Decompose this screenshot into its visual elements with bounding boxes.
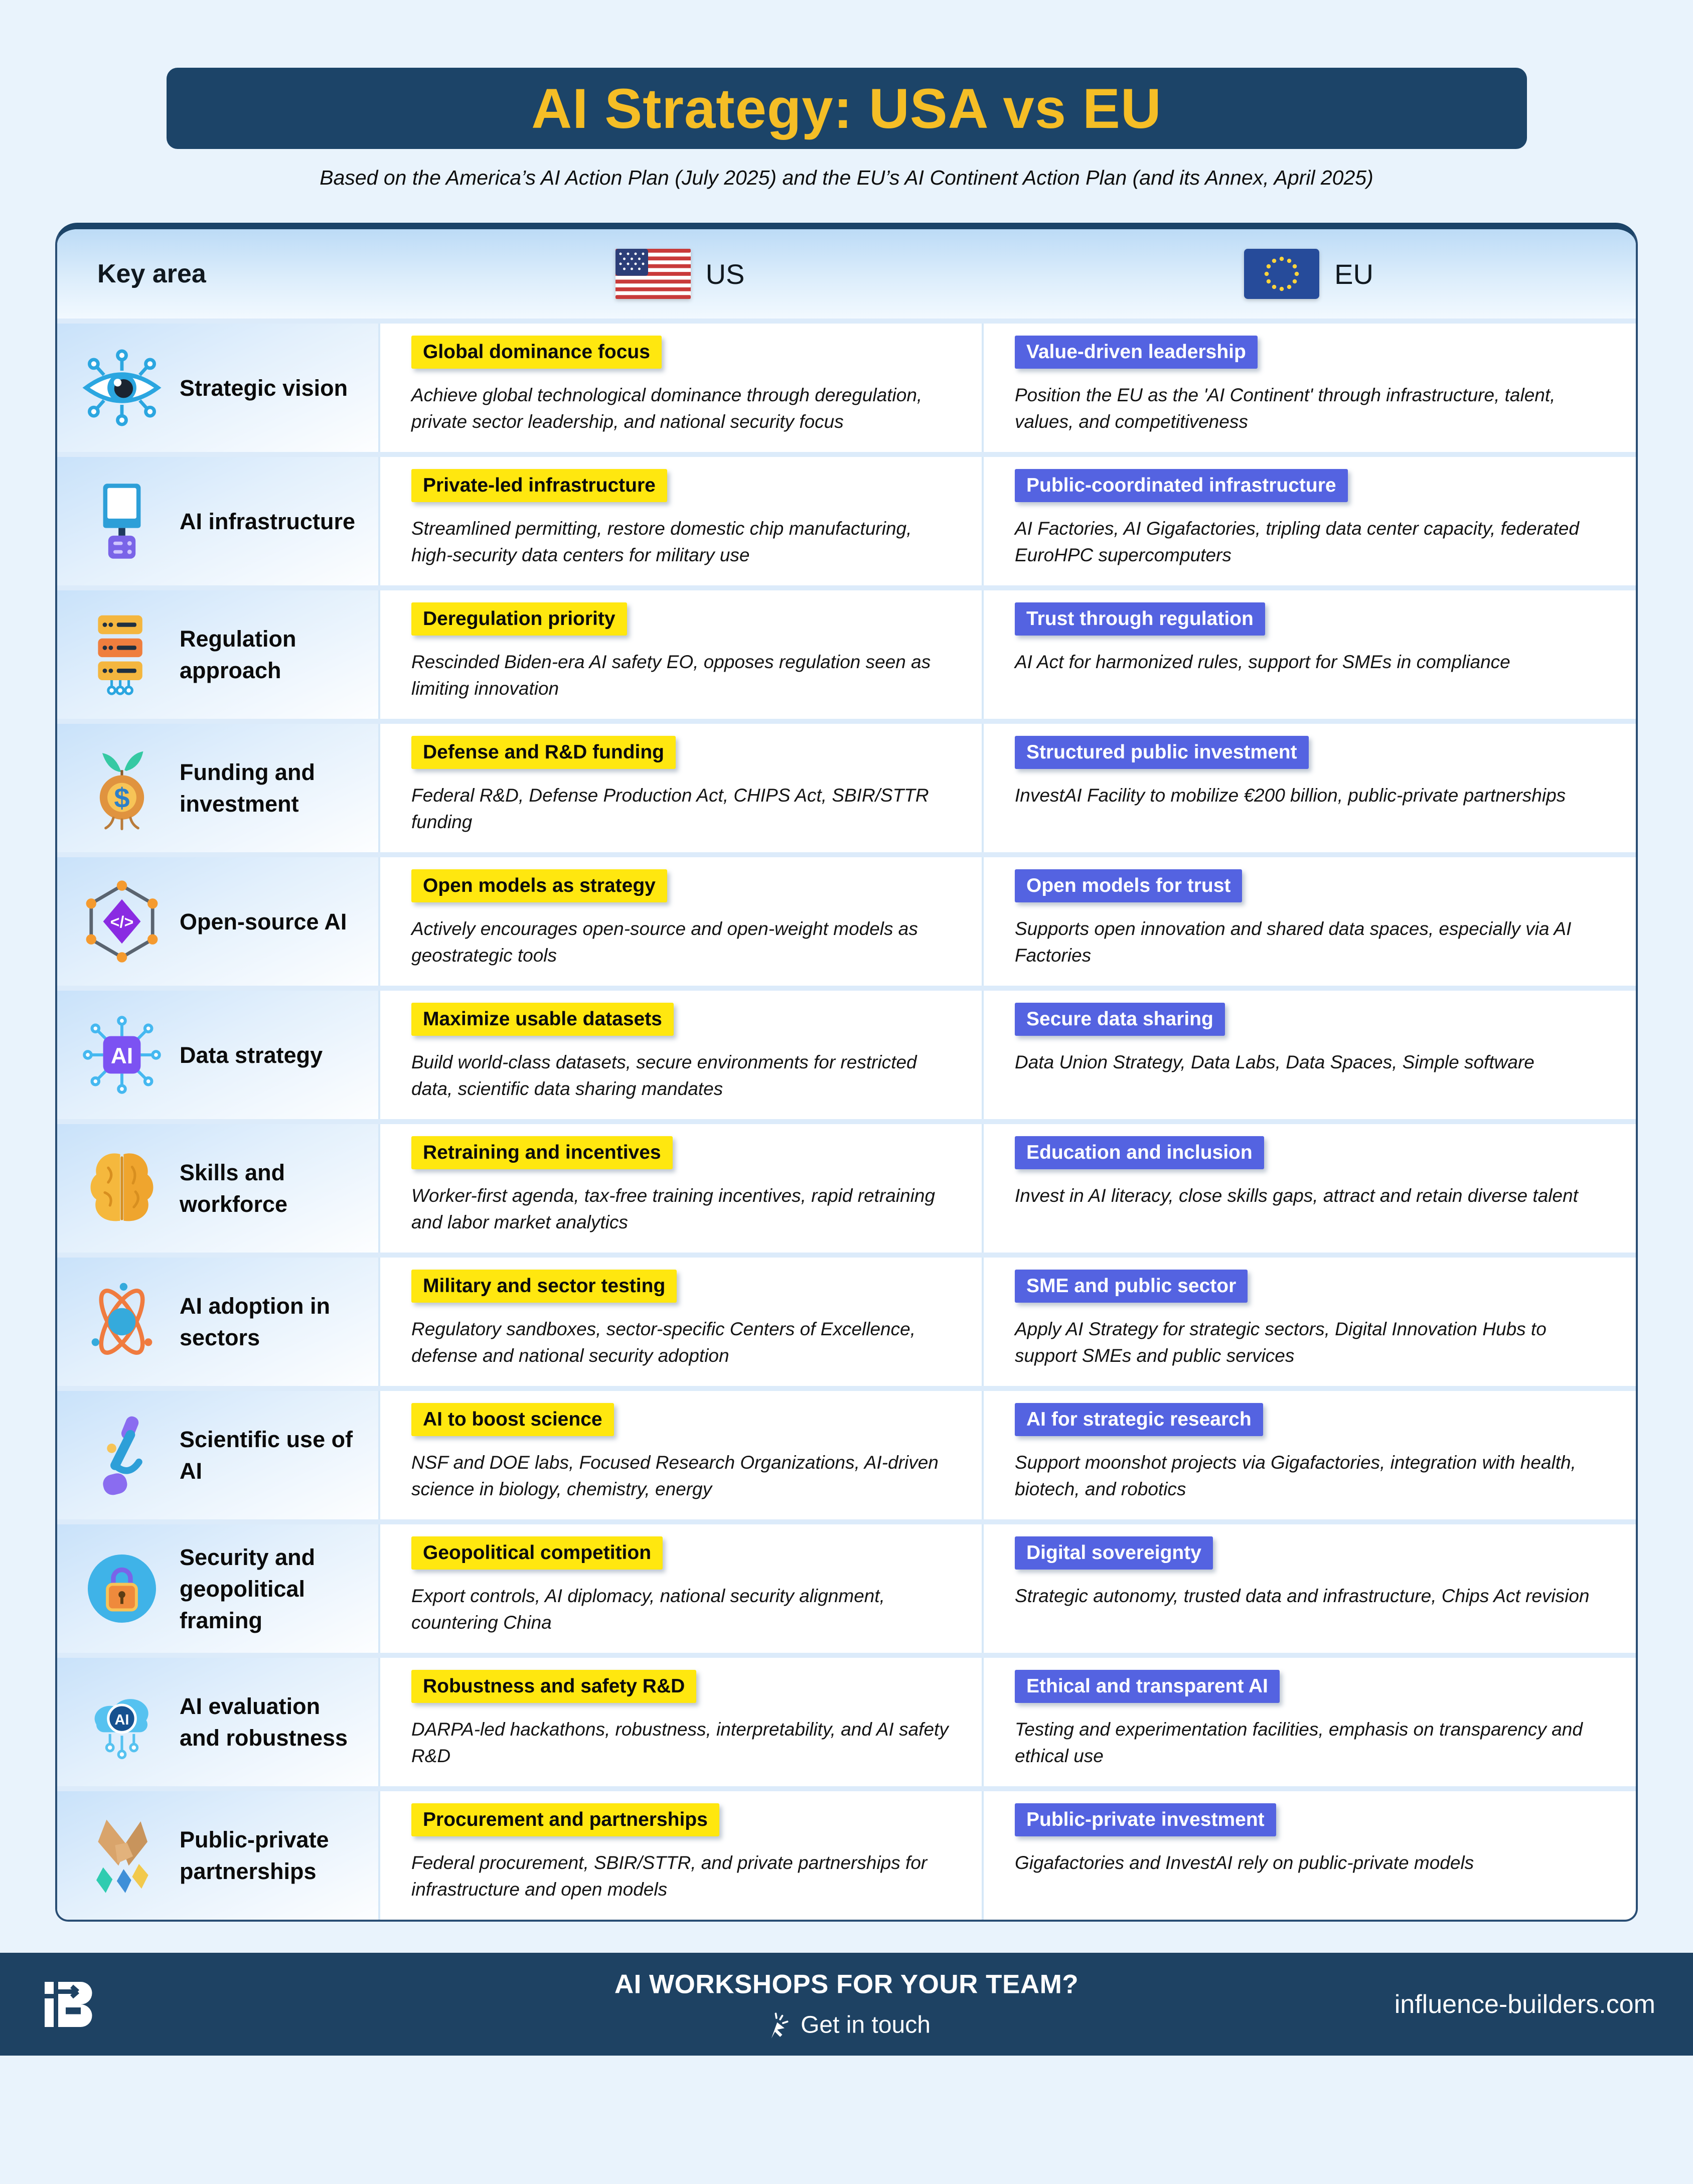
key-area-cell <box>57 1391 378 1519</box>
table-row <box>57 986 1636 1119</box>
eu-cell <box>982 1524 1636 1653</box>
eu-point-description: Gigafactories and InvestAI rely on public-private models <box>1015 1852 1474 1873</box>
table-header-row <box>57 229 1636 319</box>
us-point-badge: Deregulation priority <box>411 602 627 636</box>
eu-cell <box>982 1124 1636 1253</box>
key-area-label: Strategic vision <box>180 375 348 401</box>
us-point-description: Worker-first agenda, tax-free training incentives, rapid retraining and labor market analytics <box>411 1185 936 1232</box>
eu-point-badge: Ethical and transparent AI <box>1015 1670 1280 1703</box>
us-point-badge: Procurement and partnerships <box>411 1803 719 1836</box>
us-point-badge: Private-led infrastructure <box>411 469 667 502</box>
table-row <box>57 1386 1636 1519</box>
key-area-cell <box>57 1124 378 1253</box>
eu-cell <box>982 857 1636 986</box>
brain-icon <box>77 1144 167 1233</box>
key-area-label: AI adoption in sectors <box>180 1293 330 1350</box>
table-row <box>57 585 1636 719</box>
eu-point-description: Apply AI Strategy for strategic sectors, Digital Innovation Hubs to support SMEs and public services <box>1015 1319 1547 1366</box>
us-column-header <box>378 249 982 299</box>
key-area-cell <box>57 991 378 1119</box>
eu-point-description: Invest in AI literacy, close skills gaps, attract and retain diverse talent <box>1015 1185 1578 1206</box>
monitor-server-icon <box>77 477 167 566</box>
us-column-label: US <box>705 258 745 290</box>
us-point-description: NSF and DOE labs, Focused Research Organizations, AI-driven science in biology, chemistry, energy <box>411 1452 939 1499</box>
comparison-table <box>55 223 1638 1922</box>
us-point-description: Achieve global technological dominance through deregulation, private sector leadership, and national security focus <box>411 385 922 432</box>
us-point-description: Federal procurement, SBIR/STTR, and private partnerships for infrastructure and open models <box>411 1852 928 1900</box>
us-cell <box>378 1524 982 1653</box>
key-area-label: Funding and investment <box>180 759 315 817</box>
key-area-header: Key area <box>97 259 206 288</box>
svg-text:AI: AI <box>110 1044 133 1068</box>
eu-point-badge: Public-coordinated infrastructure <box>1015 469 1348 502</box>
us-point-description: Build world-class datasets, secure environments for restricted data, scientific data sharing mandates <box>411 1052 917 1099</box>
eu-flag-icon <box>1244 249 1319 299</box>
eu-cell <box>982 1658 1636 1786</box>
us-point-description: Streamlined permitting, restore domestic chip manufacturing, high-security data centers for military use <box>411 518 912 565</box>
eu-cell <box>982 324 1636 452</box>
us-point-badge: Military and sector testing <box>411 1270 677 1303</box>
us-cell <box>378 324 982 452</box>
us-cell <box>378 1258 982 1386</box>
atom-icon <box>77 1277 167 1366</box>
key-area-cell <box>57 590 378 719</box>
eu-cell <box>982 457 1636 585</box>
eu-cell <box>982 724 1636 852</box>
table-row <box>57 1119 1636 1253</box>
eu-cell <box>982 590 1636 719</box>
key-area-label: Scientific use of AI <box>180 1427 353 1484</box>
table-row <box>57 852 1636 986</box>
us-point-badge: Defense and R&D funding <box>411 736 676 769</box>
key-area-cell <box>57 324 378 452</box>
key-area-label: Regulation approach <box>180 626 296 683</box>
eu-cell <box>982 1391 1636 1519</box>
eu-point-badge: Value-driven leadership <box>1015 336 1258 369</box>
key-area-cell <box>57 724 378 852</box>
us-point-badge: Global dominance focus <box>411 336 662 369</box>
us-point-badge: AI to boost science <box>411 1403 614 1436</box>
key-area-label: AI infrastructure <box>180 508 356 534</box>
eu-point-badge: AI for strategic research <box>1015 1403 1263 1436</box>
eu-point-badge: Trust through regulation <box>1015 602 1265 636</box>
eu-point-description: AI Factories, AI Gigafactories, tripling data center capacity, federated EuroHPC supercomputers <box>1015 518 1579 565</box>
us-point-description: Federal R&D, Defense Production Act, CHIPS Act, SBIR/STTR funding <box>411 785 929 832</box>
table-row <box>57 319 1636 452</box>
eu-column-label: EU <box>1334 258 1373 290</box>
us-flag-icon <box>615 249 691 299</box>
network-hexagon-icon <box>77 877 167 966</box>
key-area-cell <box>57 457 378 585</box>
key-area-cell <box>57 1658 378 1786</box>
us-cell <box>378 724 982 852</box>
us-point-badge: Robustness and safety R&D <box>411 1670 696 1703</box>
us-point-description: DARPA-led hackathons, robustness, interpretability, and AI safety R&D <box>411 1719 949 1766</box>
lock-shield-icon <box>77 1544 167 1633</box>
table-row <box>57 452 1636 585</box>
key-area-label: AI evaluation and robustness <box>180 1693 348 1751</box>
cursor-click-icon <box>762 2010 792 2040</box>
table-row <box>57 1253 1636 1386</box>
eu-column-header <box>982 249 1636 299</box>
table-row <box>57 1653 1636 1786</box>
eu-point-badge: SME and public sector <box>1015 1270 1248 1303</box>
ai-chip-icon <box>77 1010 167 1100</box>
eu-point-badge: Structured public investment <box>1015 736 1309 769</box>
eu-cell <box>982 1258 1636 1386</box>
eu-point-badge: Education and inclusion <box>1015 1136 1264 1169</box>
us-point-description: Actively encourages open-source and open-weight models as geostrategic tools <box>411 918 918 966</box>
us-cell <box>378 1658 982 1786</box>
eu-point-description: Strategic autonomy, trusted data and infrastructure, Chips Act revision <box>1015 1586 1590 1606</box>
eu-point-badge: Digital sovereignty <box>1015 1536 1213 1570</box>
website-link[interactable]: influence-builders.com <box>1394 1989 1655 2019</box>
page-title: AI Strategy: USA vs EU <box>531 77 1162 140</box>
get-in-touch-label: Get in touch <box>801 2011 931 2039</box>
key-area-label: Data strategy <box>180 1042 323 1068</box>
key-area-label: Security and geopolitical framing <box>180 1544 316 1633</box>
eu-point-badge: Public-private investment <box>1015 1803 1276 1836</box>
eu-cell <box>982 1791 1636 1920</box>
eu-point-badge: Open models for trust <box>1015 869 1242 902</box>
key-area-cell <box>57 857 378 986</box>
key-area-label: Skills and workforce <box>180 1160 288 1217</box>
eu-point-description: AI Act for harmonized rules, support for SMEs in compliance <box>1015 652 1510 672</box>
eu-point-description: Data Union Strategy, Data Labs, Data Spaces, Simple software <box>1015 1052 1534 1072</box>
us-point-badge: Geopolitical competition <box>411 1536 663 1570</box>
svg-text:$: $ <box>114 782 130 814</box>
footer <box>0 1953 1693 2056</box>
get-in-touch-link[interactable] <box>614 2010 1079 2040</box>
us-cell <box>378 1391 982 1519</box>
us-cell <box>378 1791 982 1920</box>
key-area-label: Public-private partnerships <box>180 1827 329 1884</box>
key-area-cell <box>57 1791 378 1920</box>
coin-plant-icon <box>77 743 167 833</box>
us-point-description: Rescinded Biden-era AI safety EO, opposes regulation seen as limiting innovation <box>411 652 931 699</box>
us-point-badge: Retraining and incentives <box>411 1136 673 1169</box>
key-area-cell <box>57 1524 378 1653</box>
eu-point-description: InvestAI Facility to mobilize €200 billion, public-private partnerships <box>1015 785 1566 806</box>
svg-text:</>: </> <box>110 912 134 931</box>
key-area-cell <box>57 1258 378 1386</box>
key-area-label: Open-source AI <box>180 908 347 934</box>
title-banner <box>167 68 1527 149</box>
cta-heading: AI WORKSHOPS FOR YOUR TEAM? <box>614 1969 1079 1999</box>
handshake-icon <box>77 1811 167 1900</box>
cloud-ai-icon <box>77 1677 167 1767</box>
us-point-badge: Maximize usable datasets <box>411 1003 674 1036</box>
microscope-icon <box>77 1411 167 1500</box>
us-cell <box>378 991 982 1119</box>
eye-network-icon <box>77 343 167 432</box>
eu-point-description: Testing and experimentation facilities, emphasis on transparency and ethical use <box>1015 1719 1583 1766</box>
influence-builders-logo <box>38 1974 118 2035</box>
footer-cta <box>614 1969 1079 2040</box>
us-cell <box>378 857 982 986</box>
eu-point-badge: Secure data sharing <box>1015 1003 1225 1036</box>
table-row <box>57 1519 1636 1653</box>
us-cell <box>378 590 982 719</box>
us-cell <box>378 457 982 585</box>
eu-cell <box>982 991 1636 1119</box>
table-row <box>57 1786 1636 1920</box>
eu-point-description: Support moonshot projects via Gigafactories, integration with health, biotech, and robotics <box>1015 1452 1576 1499</box>
subtitle: Based on the America’s AI Action Plan (July 2025) and the EU’s AI Continent Action Plan (and its Annex, April 2025) <box>320 166 1373 189</box>
us-cell <box>378 1124 982 1253</box>
eu-point-description: Supports open innovation and shared data spaces, especially via AI Factories <box>1015 918 1572 966</box>
table-row <box>57 719 1636 852</box>
svg-text:AI: AI <box>114 1712 129 1729</box>
server-stack-icon <box>77 610 167 699</box>
us-point-badge: Open models as strategy <box>411 869 667 902</box>
us-point-description: Export controls, AI diplomacy, national security alignment, countering China <box>411 1586 885 1633</box>
eu-point-description: Position the EU as the 'AI Continent' through infrastructure, talent, values, and competitiveness <box>1015 385 1556 432</box>
us-point-description: Regulatory sandboxes, sector-specific Centers of Excellence, defense and national security adoption <box>411 1319 915 1366</box>
comparison-table-body <box>57 319 1636 1920</box>
